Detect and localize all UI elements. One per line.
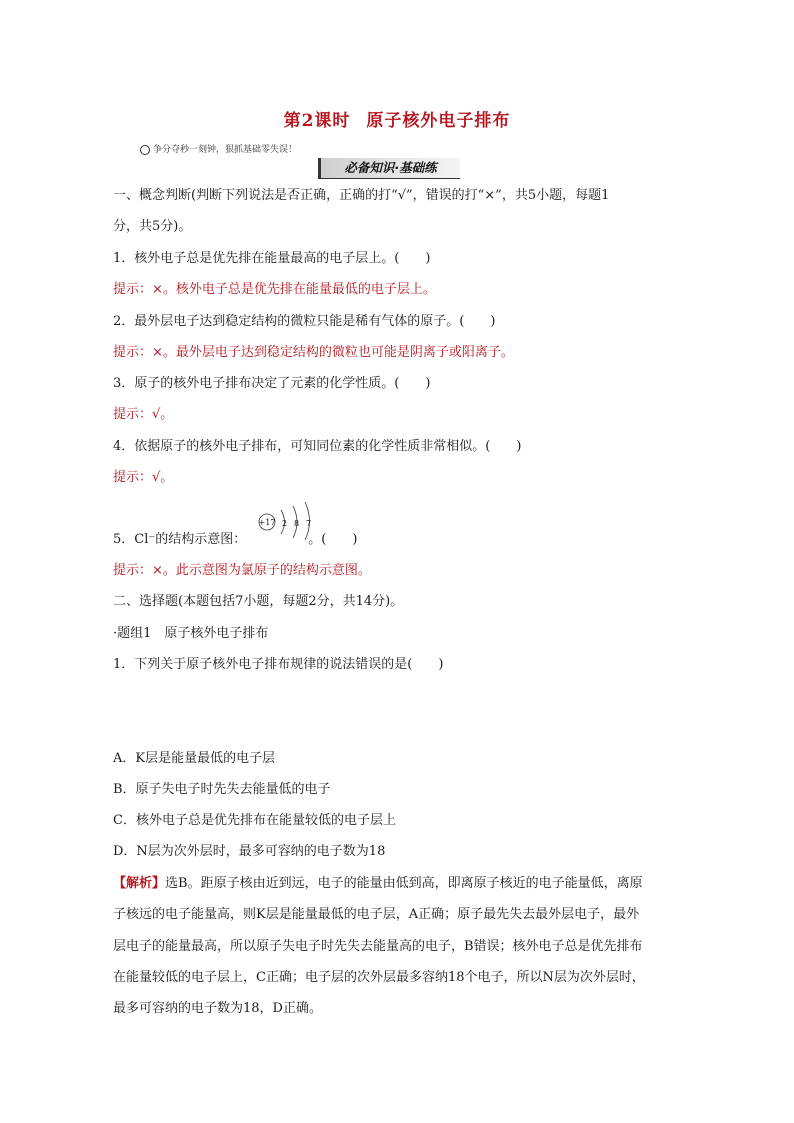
analysis-text-1: 选B。距原子核由近到远，电子的能量由低到高，即离原子核近的电子能量低，离原	[165, 876, 643, 891]
analysis-line-1	[113, 875, 643, 893]
question-4: 4．依据原子的核外电子排布，可知同位素的化学性质非常相似。( )	[113, 439, 522, 454]
question-5	[113, 531, 357, 549]
page-title	[0, 106, 794, 131]
lesson-number: 第2课时	[283, 111, 351, 131]
question-group: ·题组1 原子核外电子排布	[113, 626, 269, 641]
slogan	[140, 142, 297, 155]
question-2: 2．最外层电子达到稳定结构的微粒只能是稀有气体的原子。( )	[113, 314, 496, 329]
choice-question-1: 1．下列关于原子核外电子排布规律的说法错误的是( )	[113, 657, 444, 672]
shell-count-3: 7	[306, 519, 312, 528]
hint-1: 提示：×。核外电子总是优先排在能量最低的电子层上。	[113, 282, 436, 297]
analysis-line-3: 层电子的能量最高，所以原子失电子时先失去能量高的电子，B错误；核外电子总是优先排布	[113, 939, 643, 954]
hint-2: 提示：×。最外层电子达到稳定结构的微粒也可能是阴离子或阳离子。	[113, 345, 514, 360]
banner-underline	[318, 178, 460, 179]
analysis-tag: 【解析】	[113, 876, 166, 891]
nucleus-charge: +17	[258, 518, 276, 527]
question-3: 3．原子的核外电子排布决定了元素的化学性质。( )	[113, 376, 431, 391]
analysis-line-4: 在能量较低的电子层上，C正确；电子层的次外层最多容纳18个电子，所以N层为次外层时，	[113, 970, 645, 985]
clock-icon	[140, 145, 150, 155]
option-a: A．K层是能量最低的电子层	[113, 751, 276, 766]
slogan-text: 争分夺秒一刻钟，狠抓基础零失误！	[153, 145, 298, 155]
section-banner: 必备知识·基础练	[318, 158, 460, 178]
question-1: 1．核外电子总是优先排在能量最高的电子层上。( )	[113, 251, 431, 266]
hint-5: 提示：×。此示意图为氯原子的结构示意图。	[113, 563, 371, 578]
hint-4: 提示：√。	[113, 470, 174, 485]
analysis-line-5: 最多可容纳的电子数为18，D正确。	[113, 1001, 322, 1016]
lesson-topic: 原子核外电子排布	[366, 111, 511, 131]
hint-3: 提示：√。	[113, 407, 174, 422]
question-5-prefix: 5．Cl⁻的结构示意图：	[113, 532, 247, 547]
shell-count-1: 2	[282, 519, 288, 528]
option-b: B．原子失电子时先失去能量低的电子	[113, 782, 331, 797]
option-d: D．N层为次外层时，最多可容纳的电子数为18	[113, 844, 386, 859]
section1-heading-line2: 分，共5分)。	[113, 219, 192, 234]
section1-heading-line1: 一、概念判断(判断下列说法是否正确，正确的打“√”，错误的打“×”，共5小题，每题1	[113, 188, 610, 203]
section2-heading: 二、选择题(本题包括7小题，每题2分，共14分)。	[113, 594, 404, 609]
question-5-suffix: 。( )	[308, 532, 358, 547]
option-c: C．核外电子总是优先排布在能量较低的电子层上	[113, 813, 396, 828]
analysis-line-2: 子核远的电子能量高，则K层是能量最低的电子层，A正确；原子最先失去最外层电子，最外	[113, 907, 640, 922]
shell-count-2: 8	[294, 519, 300, 528]
